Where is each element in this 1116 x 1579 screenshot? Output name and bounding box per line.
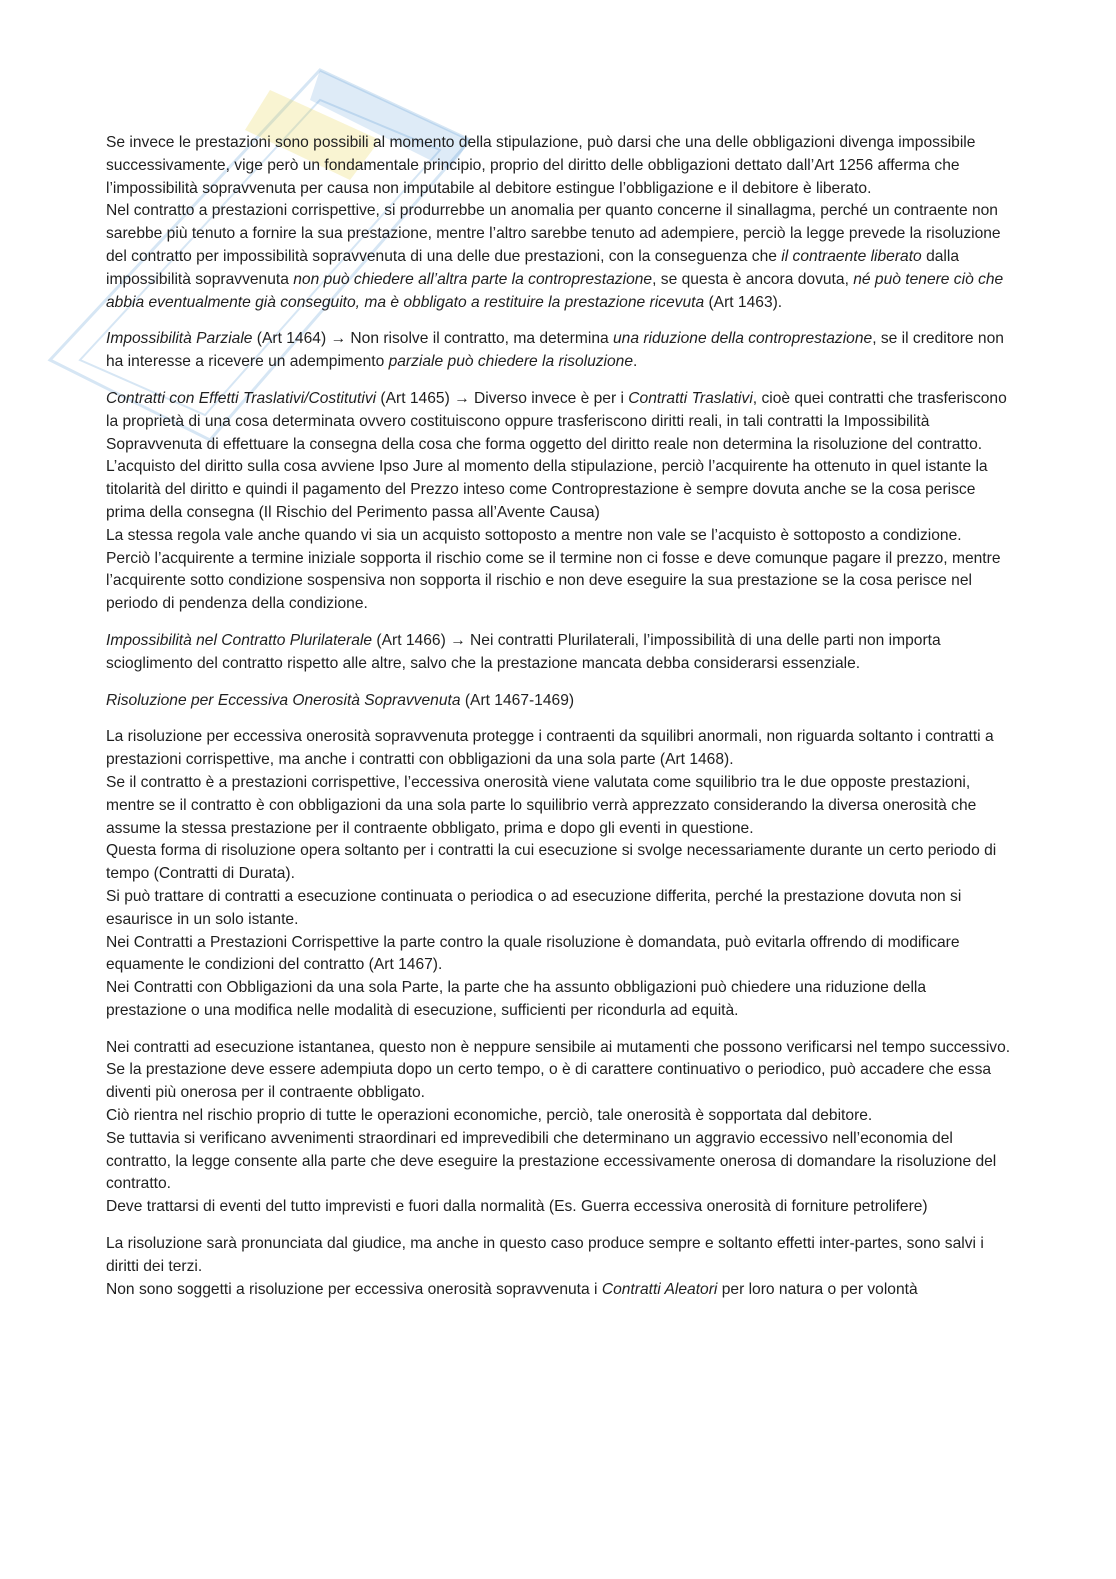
paragraph-line bbox=[106, 456, 1011, 524]
text-run: , se questa è ancora dovuta, bbox=[652, 270, 854, 288]
document-body bbox=[106, 132, 1011, 1315]
text-run: Perciò l’acquirente a termine iniziale sopporta il rischio come se il termine non ci fosse e deve comunque pagare il prezzo, mentre l’acquirente sotto condizione sospensiva non sopporta il rischio e non deve eseguire la sua prestazione se la cosa perisce nel periodo di pendenza della condizione. bbox=[106, 549, 1001, 613]
italic-text: Contratti Aleatori bbox=[601, 1280, 718, 1298]
paragraph-line bbox=[106, 548, 1011, 616]
text-run: per loro natura o per volontà bbox=[717, 1280, 918, 1298]
paragraph-line bbox=[106, 1128, 1011, 1196]
text-run: Se tuttavia si verificano avvenimenti straordinari ed imprevedibili che determinano un aggravio eccessivo nell’economia del contratto, la legge consente alla parte che deve eseguire la prestazione eccessivamente onerosa di domandare la risoluzione del contratto. bbox=[106, 1129, 997, 1193]
text-run: Non sono soggetti a risoluzione per eccessiva onerosità sopravvenuta i bbox=[106, 1280, 602, 1298]
text-run: La risoluzione sarà pronunciata dal giudice, ma anche in questo caso produce sempre e soltanto effetti inter-partes, sono salvi i diritti dei terzi. bbox=[106, 1235, 984, 1275]
italic-text: Impossibilità Parziale bbox=[106, 330, 253, 348]
italic-text: Impossibilità nel Contratto Plurilaterale bbox=[106, 631, 373, 649]
paragraph-line bbox=[106, 1037, 1011, 1060]
paragraph bbox=[106, 388, 1011, 616]
text-run: Questa forma di risoluzione opera soltanto per i contratti la cui esecuzione si svolge necessariamente durante un certo periodo di tempo (Contratti di Durata). bbox=[106, 842, 997, 883]
paragraph-line bbox=[106, 132, 1011, 200]
paragraph-line bbox=[106, 840, 1011, 886]
paragraph bbox=[106, 690, 1011, 713]
paragraph-line bbox=[106, 886, 1011, 932]
paragraph bbox=[106, 630, 1011, 676]
text-run: dalla impossibilità sopravvenuta bbox=[106, 247, 960, 288]
italic-text: Risoluzione per Eccessiva Onerosità Sopravvenuta bbox=[106, 691, 461, 709]
text-run: Se il contratto è a prestazioni corrispettive, l’eccessiva onerosità viene valutata come squilibrio tra le due opposte prestazioni, mentre se il contratto è con obbligazioni da una sola parte lo squilibrio verrà apprezzato considerando la diversa onerosità che assume la stessa prestazione per il contraente obbligato, prima e dopo gli eventi in questione. bbox=[106, 773, 977, 837]
paragraph bbox=[106, 1037, 1011, 1219]
text-run: Nei Contratti con Obbligazioni da una sola Parte, la parte che ha assunto obbligazioni può chiedere una riduzione della prestazione o una modifica nelle modalità di esecuzione, sufficienti per ricondurla ad equità. bbox=[106, 979, 927, 1019]
italic-text: non può chiedere all’altra parte la controprestazione bbox=[293, 270, 653, 288]
paragraph-line bbox=[106, 200, 1011, 314]
text-run: Se la prestazione deve essere adempiuta dopo un certo tempo, o è di carattere continuativo o periodico, può accadere che essa diventi più onerosa per il contraente obbligato. bbox=[106, 1061, 992, 1102]
italic-text: parziale può chiedere la risoluzione bbox=[388, 353, 634, 371]
text-run: La stessa regola vale anche quando vi sia un acquisto sottoposto a mentre non vale se l’acquisto è sottoposto a condizione. bbox=[106, 526, 962, 544]
text-run: (Art 1463). bbox=[704, 293, 783, 311]
text-run: (Art 1466) → Nei contratti Plurilaterali, l’impossibilità di una delle parti non importa scioglimento del contratto rispetto alle altre, salvo che la prestazione mancata debba considerarsi essenziale. bbox=[106, 631, 941, 672]
italic-text: né può tenere ciò che abbia eventualmente già conseguito, ma è obbligato a restituire la prestazione ricevuta bbox=[106, 270, 1004, 311]
paragraph-line bbox=[106, 525, 1011, 548]
paragraph-line bbox=[106, 630, 1011, 676]
paragraph-line bbox=[106, 1059, 1011, 1105]
text-run: Nel contratto a prestazioni corrispettive, si produrrebbe un anomalia per quanto concerne il sinallagma, perché un contraente non sarebbe più tenuto a fornire la sua prestazione, mentre l’altro sarebbe tenuto ad adempiere, perciò la legge prevede la risoluzione del contratto per impossibilità sopravvenuta di una delle due prestazioni, con la conseguenza che bbox=[106, 202, 1001, 265]
italic-text: Contratti Traslativi bbox=[628, 389, 753, 407]
paragraph-line bbox=[106, 772, 1011, 840]
paragraph bbox=[106, 726, 1011, 1022]
text-run: Nei contratti ad esecuzione istantanea, questo non è neppure sensibile ai mutamenti che possono verificarsi nel tempo successivo. bbox=[106, 1038, 1011, 1056]
text-run: Si può trattare di contratti a esecuzione continuata o periodica o ad esecuzione differita, perché la prestazione dovuta non si esaurisce in un solo istante. bbox=[106, 887, 962, 928]
text-run: Deve trattarsi di eventi del tutto imprevisti e fuori dalla normalità (Es. Guerra eccessiva onerosità di forniture petrolifere) bbox=[106, 1198, 928, 1216]
paragraph bbox=[106, 328, 1011, 374]
text-run: (Art 1464) → Non risolve il contratto, ma determina bbox=[252, 330, 613, 348]
paragraph-line bbox=[106, 1279, 1011, 1302]
italic-text: una riduzione della controprestazione bbox=[613, 330, 873, 348]
text-run: La risoluzione per eccessiva onerosità sopravvenuta protegge i contraenti da squilibri anormali, non riguarda soltanto i contratti a prestazioni corrispettive, ma anche i contratti con obbligazioni da una sola parte (Art 1468). bbox=[106, 728, 994, 769]
text-run: . bbox=[633, 353, 638, 371]
paragraph-line bbox=[106, 1196, 1011, 1219]
text-run: Se invece le prestazioni sono possibili al momento della stipulazione, può darsi che una delle obbligazioni divenga impossibile successivamente, vige però un fondamentale principio, proprio del diritto delle obbligazioni dettato dall’Art 1256 afferma che l’impossibilità sopravvenuta per causa non imputabile al debitore estingue l’obbligazione e il debitore è liberato. bbox=[106, 134, 976, 197]
paragraph bbox=[106, 132, 1011, 314]
text-run: , se il creditore non ha interesse a ricevere un adempimento bbox=[106, 330, 1004, 371]
text-run: Ciò rientra nel rischio proprio di tutte le operazioni economiche, perciò, tale onerosità è sopportata dal debitore. bbox=[106, 1107, 873, 1125]
paragraph-line bbox=[106, 690, 1011, 713]
paragraph-line bbox=[106, 1105, 1011, 1128]
italic-text: il contraente liberato bbox=[781, 247, 922, 265]
paragraph-line bbox=[106, 328, 1011, 374]
italic-text: Contratti con Effetti Traslativi/Costitutivi bbox=[106, 389, 377, 407]
text-run: Nei Contratti a Prestazioni Corrispettive la parte contro la quale risoluzione è domandata, può evitarla offrendo di modificare equamente le condizioni del contratto (Art 1467). bbox=[106, 933, 960, 974]
text-run: (Art 1467-1469) bbox=[460, 691, 575, 709]
paragraph-line bbox=[106, 726, 1011, 772]
paragraph-line bbox=[106, 977, 1011, 1023]
paragraph-line bbox=[106, 932, 1011, 978]
paragraph-line bbox=[106, 1233, 1011, 1279]
text-run: (Art 1465) → Diverso invece è per i bbox=[376, 389, 629, 407]
paragraph-line bbox=[106, 388, 1011, 456]
text-run: L’acquisto del diritto sulla cosa avviene Ipso Jure al momento della stipulazione, perciò l’acquirente ha ottenuto in quel istante la titolarità del diritto e quindi il pagamento del Prezzo inteso come Controprestazione è sempre dovuta anche se la cosa perisce prima della consegna (Il Rischio del Perimento passa all’Avente Causa) bbox=[106, 458, 988, 521]
paragraph bbox=[106, 1233, 1011, 1301]
text-run: , cioè quei contratti che trasferiscono la proprietà di una cosa determinata ovvero costituiscono oppure trasferiscono diritti reali, in tali contratti la Impossibilità Sopravvenuta di effettuare la consegna della cosa che forma oggetto del diritto reale non determina la risoluzione del contratto. bbox=[106, 389, 1007, 453]
